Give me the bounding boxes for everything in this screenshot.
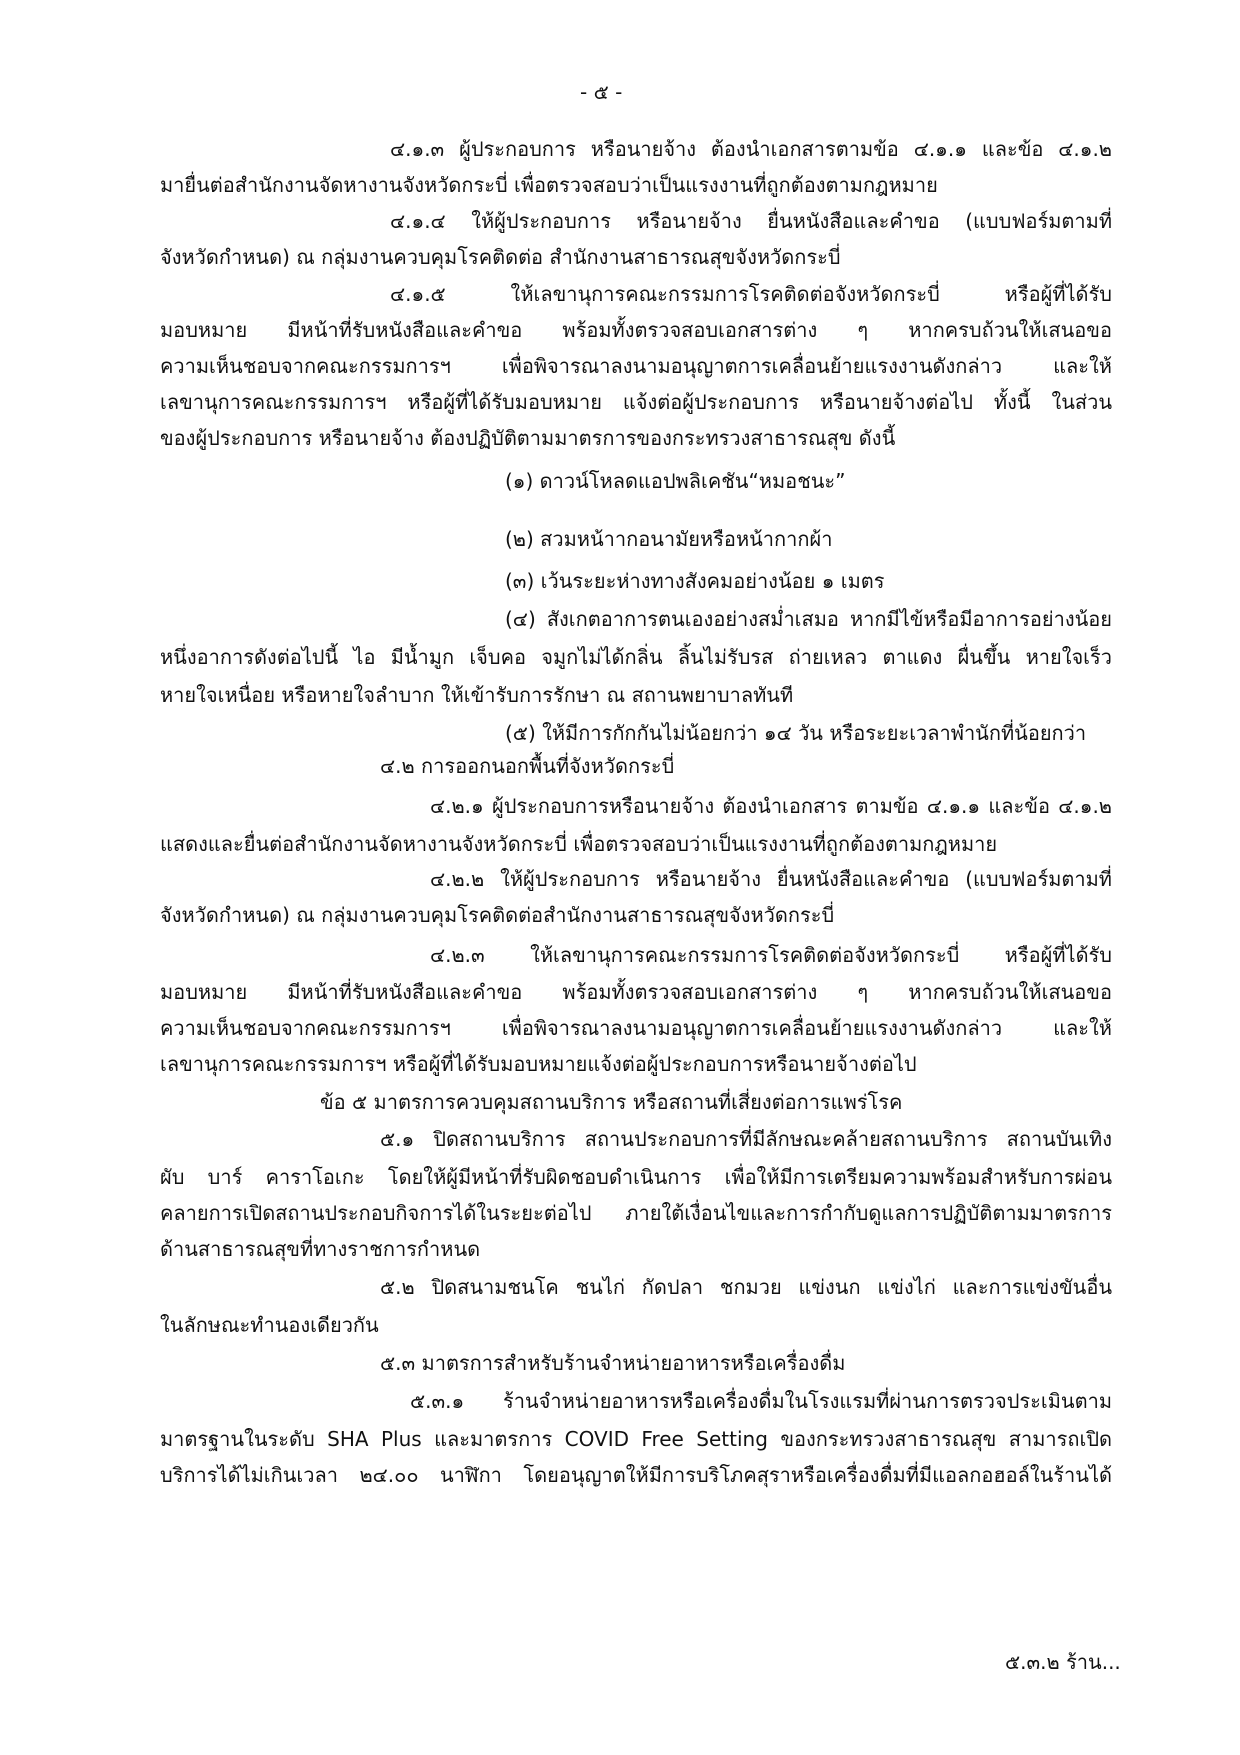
section-heading: ๔.๒ การออกนอกพื้นที่จังหวัดกระบี่: [380, 754, 675, 778]
paragraph-line: ๔.๑.๔ ให้ผู้ประกอบการ หรือนายจ้าง ยื่นหนังสือและคำขอ (แบบฟอร์มตามที่: [390, 209, 1112, 233]
paragraph-line: ๔.๑.๓ ผู้ประกอบการ หรือนายจ้าง ต้องนำเอกสารตามข้อ ๔.๑.๑ และข้อ ๔.๑.๒: [390, 137, 1112, 161]
paragraph-line: คลายการเปิดสถานประกอบกิจการได้ในระยะต่อไป ภายใต้เงื่อนไขและการกำกับดูแลการปฏิบัติตามมาตรการ: [160, 1201, 1112, 1225]
paragraph-line: ๔.๒.๑ ผู้ประกอบการหรือนายจ้าง ต้องนำเอกสาร ตามข้อ ๔.๑.๑ และข้อ ๔.๑.๒: [430, 794, 1112, 818]
paragraph-line: ด้านสาธารณสุขที่ทางราชการกำหนด: [160, 1237, 481, 1261]
paragraph-line: จังหวัดกำหนด) ณ กลุ่มงานควบคุมโรคติดต่อ สำนักงานสาธารณสุขจังหวัดกระบี่: [160, 245, 841, 269]
paragraph-line: ความเห็นชอบจากคณะกรรมการฯ เพื่อพิจารณาลงนามอนุญาตการเคลื่อนย้ายแรงงานดังกล่าว และให้: [160, 354, 1112, 378]
paragraph-line: เลขานุการคณะกรรมการฯ หรือผู้ที่ได้รับมอบหมาย แจ้งต่อผู้ประกอบการ หรือนายจ้างต่อไป ทั้งนี้ ในส่วน: [160, 390, 1112, 414]
paragraph-line: หายใจเหนื่อย หรือหายใจลำบาก ให้เข้ารับการรักษา ณ สถานพยาบาลทันที: [160, 683, 794, 707]
section-heading: ข้อ ๕ มาตรการควบคุมสถานบริการ หรือสถานที่เสี่ยงต่อการแพร่โรค: [320, 1090, 903, 1114]
paragraph-line: มอบหมาย มีหน้าที่รับหนังสือและคำขอ พร้อมทั้งตรวจสอบเอกสารต่าง ๆ หากครบถ้วนให้เสนอขอ: [160, 980, 1112, 1004]
section-heading: ๕.๓ มาตรการสำหรับร้านจำหน่ายอาหารหรือเครื่องดื่ม: [380, 1351, 846, 1375]
paragraph-line: ผับ บาร์ คาราโอเกะ โดยให้ผู้มีหน้าที่รับผิดชอบดำเนินการ เพื่อให้มีการเตรียมความพร้อมสำหรับการผ่อน: [160, 1165, 1112, 1189]
paragraph-line: มาตรฐานในระดับ SHA Plus และมาตรการ COVID Free Setting ของกระทรวงสาธารณสุข สามารถเปิด: [160, 1427, 1112, 1451]
continuation-note: ๕.๓.๒ ร้าน...: [1005, 1650, 1121, 1674]
paragraph-line: หนึ่งอาการดังต่อไปนี้ ไอ มีน้ำมูก เจ็บคอ จมูกไม่ได้กลิ่น ลิ้นไม่รับรส ถ่ายเหลว ตาแดง ผื่นขึ้น หายใจเร็ว: [160, 645, 1112, 669]
list-item: (๔) สังเกตอาการตนเองอย่างสม่ำเสมอ หากมีไข้หรือมีอาการอย่างน้อย: [505, 607, 1112, 631]
paragraph-line: มายื่นต่อสำนักงานจัดหางานจังหวัดกระบี่ เพื่อตรวจสอบว่าเป็นแรงงานที่ถูกต้องตามกฎหมาย: [160, 173, 938, 197]
paragraph-line: มอบหมาย มีหน้าที่รับหนังสือและคำขอ พร้อมทั้งตรวจสอบเอกสารต่าง ๆ หากครบถ้วนให้เสนอขอ: [160, 318, 1112, 342]
paragraph-line: ๕.๑ ปิดสถานบริการ สถานประกอบการที่มีลักษณะคล้ายสถานบริการ สถานบันเทิง: [380, 1127, 1112, 1151]
paragraph-line: ความเห็นชอบจากคณะกรรมการฯ เพื่อพิจารณาลงนามอนุญาตการเคลื่อนย้ายแรงงานดังกล่าว และให้: [160, 1016, 1112, 1040]
paragraph-line: ในลักษณะทำนองเดียวกัน: [160, 1313, 379, 1337]
page-number: - ๕ -: [580, 80, 623, 104]
list-item: (๒) สวมหน้าากอนามัยหรือหน้ากากผ้า: [505, 527, 833, 551]
paragraph-line: บริการได้ไม่เกินเวลา ๒๔.๐๐ นาฬิกา โดยอนุญาตให้มีการบริโภคสุราหรือเครื่องดื่มที่มีแอลกอฮอล์ในร้านได้: [160, 1463, 1112, 1487]
paragraph-line: จังหวัดกำหนด) ณ กลุ่มงานควบคุมโรคติดต่อสำนักงานสาธารณสุขจังหวัดกระบี่: [160, 903, 835, 927]
paragraph-line: ๔.๑.๕ ให้เลขานุการคณะกรรมการโรคติดต่อจังหวัดกระบี่ หรือผู้ที่ได้รับ: [390, 282, 1112, 306]
paragraph-line: ๔.๒.๓ ให้เลขานุการคณะกรรมการโรคติดต่อจังหวัดกระบี่ หรือผู้ที่ได้รับ: [430, 943, 1112, 967]
paragraph-line: ๔.๒.๒ ให้ผู้ประกอบการ หรือนายจ้าง ยื่นหนังสือและคำขอ (แบบฟอร์มตามที่: [430, 867, 1112, 891]
list-item: (๕) ให้มีการกักกันไม่น้อยกว่า ๑๔ วัน หรือระยะเวลาพำนักที่น้อยกว่า: [505, 721, 1087, 745]
list-item: (๑) ดาวน์โหลดแอปพลิเคชัน“หมอชนะ”: [505, 469, 846, 493]
paragraph-line: แสดงและยื่นต่อสำนักงานจัดหางานจังหวัดกระบี่ เพื่อตรวจสอบว่าเป็นแรงงานที่ถูกต้องตามกฎหมาย: [160, 832, 998, 856]
paragraph-line: เลขานุการคณะกรรมการฯ หรือผู้ที่ได้รับมอบหมายแจ้งต่อผู้ประกอบการหรือนายจ้างต่อไป: [160, 1052, 917, 1076]
list-item: (๓) เว้นระยะห่างทางสังคมอย่างน้อย ๑ เมตร: [505, 569, 885, 593]
paragraph-line: ๕.๓.๑ ร้านจำหน่ายอาหารหรือเครื่องดื่มในโรงแรมที่ผ่านการตรวจประเมินตาม: [410, 1389, 1112, 1413]
paragraph-line: ของผู้ประกอบการ หรือนายจ้าง ต้องปฏิบัติตามมาตรการของกระทรวงสาธารณสุข ดังนี้: [160, 426, 896, 450]
paragraph-line: ๕.๒ ปิดสนามชนโค ชนไก่ กัดปลา ชกมวย แข่งนก แข่งไก่ และการแข่งขันอื่น: [380, 1275, 1112, 1299]
